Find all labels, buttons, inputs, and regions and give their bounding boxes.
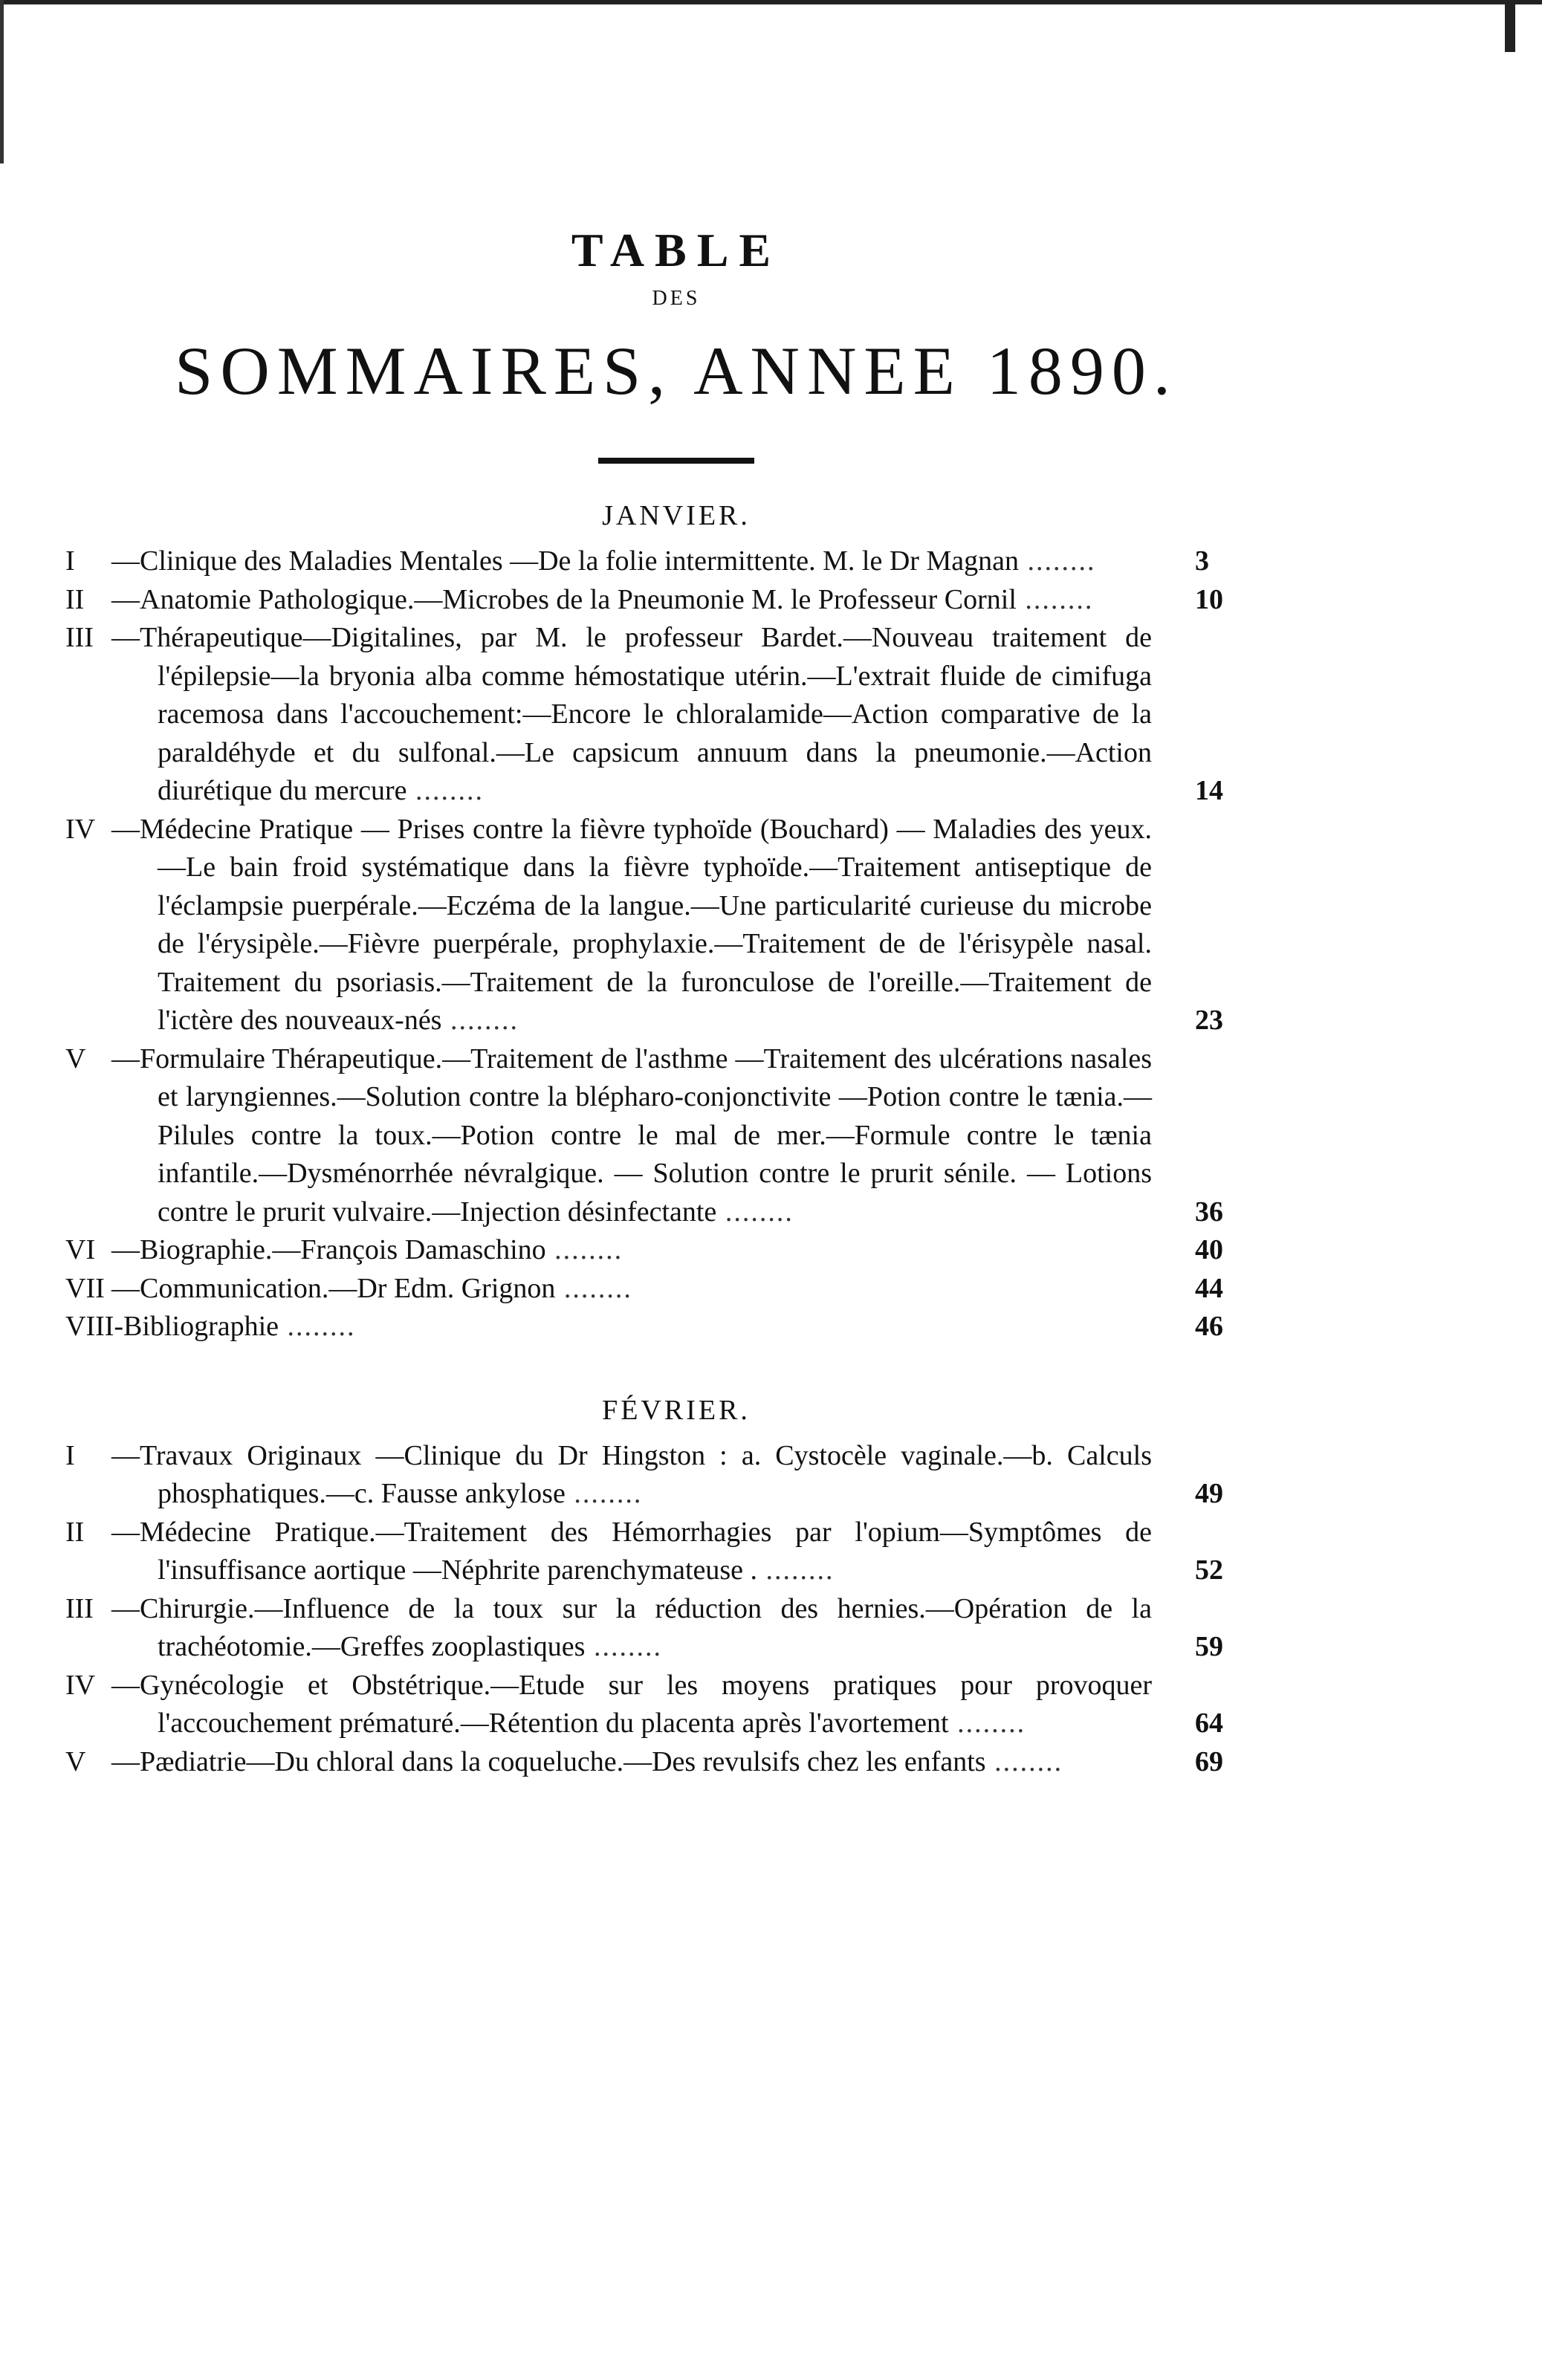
toc-entry: I —Travaux Originaux —Clinique du Dr Hingston : a. Cystocèle vaginale.—b. Calculs phosphatiques.—c. Fausse ankylose ........ 49	[65, 1439, 1223, 1509]
entry-text: —Communication.—Dr Edm. Grignon	[111, 1272, 556, 1304]
toc-entry: IV —Médecine Pratique — Prises contre la fièvre typhoïde (Bouchard) — Maladies des yeux.—Le bain froid systématique dans la fièvre typhoïde.—Traitement antiseptique de l'éclampsie puerpérale.—Eczéma de la langue.—Une particularité curieuse du microbe de l'érysipèle.—Fièvre puerpérale, prophylaxie.—Traitement de de l'érisypèle nasal. Traitement du psoriasis.—Traitement de la furonculose de l'oreille.—Traitement de l'ictère des nouveaux-nés ........ 23	[65, 813, 1223, 1036]
toc-entry: III —Thérapeutique—Digitalines, par M. le professeur Bardet.—Nouveau traitement de l'épilepsie—la bryonia alba comme hémostatique utérin.—L'extrait fluide de cimifuga racemosa dans l'accouchement:—Encore le chloralamide—Action comparative de la paraldéhyde et du sulfonal.—Le capsicum annuum dans la pneumonie.—Action diurétique du mercure ........ 14	[65, 622, 1223, 806]
toc-entry: IV —Gynécologie et Obstétrique.—Etude sur les moyens pratiques pour provoquer l'accouchement prématuré.—Rétention du placenta après l'avortement ........ 64	[65, 1669, 1223, 1739]
toc-entry: VI —Biographie.—François Damaschino ........ 40	[65, 1234, 1223, 1265]
entry-text: —Gynécologie et Obstétrique.—Etude sur les moyens pratiques pour provoquer l'accouchement prématuré.—Rétention du placenta après l'avortement	[111, 1669, 1152, 1739]
entry-text: -Bibliographie	[114, 1311, 279, 1342]
entry-number: VIII	[65, 1311, 114, 1342]
toc-entry: I —Clinique des Maladies Mentales —De la folie intermittente. M. le Dr Magnan ........ 3	[65, 545, 1209, 577]
table-of-contents	[65, 499, 1241, 1781]
entry-text: —Clinique des Maladies Mentales —De la folie intermittente. M. le Dr Magnan	[111, 545, 1019, 577]
page	[65, 223, 1241, 1781]
toc-entry: VII —Communication.—Dr Edm. Grignon ........ 44	[65, 1272, 1223, 1304]
entry-text: —Chirurgie.—Influence de la toux sur la réduction des hernies.—Opération de la trachéotomie.—Greffes zooplastiques	[111, 1592, 1152, 1662]
entry-text: —Travaux Originaux —Clinique du Dr Hingston : a. Cystocèle vaginale.—b. Calculs phosphatiques.—c. Fausse ankylose	[111, 1439, 1152, 1509]
document-title: TABLE	[571, 224, 782, 276]
scan-mark-right	[1505, 0, 1515, 52]
entry-text: —Anatomie Pathologique.—Microbes de la Pneumonie M. le Professeur Cornil	[111, 583, 1017, 615]
dot-leader: ........	[757, 1554, 835, 1586]
dot-leader: ........	[555, 1272, 632, 1304]
dot-leader: ........	[1018, 545, 1096, 577]
entry-text: —Formulaire Thérapeutique.—Traitement de l'asthme —Traitement des ulcérations nasales et laryngiennes.—Solution contre la blépharo-conjonctivite —Potion contre le tænia.—Pilules contre la toux.—Potion contre le mal de mer.—Formule contre le tænia infantile.—Dysménorrhée névralgique. — Solution contre le prurit sénile. — Lotions contre le prurit vulvaire.—Injection désinfectante	[111, 1043, 1152, 1228]
entry-text: —Médecine Pratique.—Traitement des Hémorrhagies par l'opium—Symptômes de l'insuffisance aortique —Néphrite parenchymateuse .	[111, 1516, 1152, 1586]
dot-leader: ........	[1016, 583, 1094, 615]
entry-text: —Biographie.—François Damaschino	[111, 1234, 546, 1265]
toc-entry: III —Chirurgie.—Influence de la toux sur la réduction des hernies.—Opération de la trachéotomie.—Greffes zooplastiques ........ 59	[65, 1592, 1223, 1662]
toc-entry: VIII-Bibliographie ........ 46	[111, 1308, 1241, 1346]
dot-leader: ........	[279, 1311, 356, 1342]
main-title: SOMMAIRES, ANNEE 1890.	[175, 333, 1178, 409]
dot-leader: ........	[948, 1708, 1026, 1739]
scan-edge-left	[0, 0, 4, 163]
document-subtitle-des: DES	[652, 287, 701, 310]
toc-entry: II —Anatomie Pathologique.—Microbes de la Pneumonie M. le Professeur Cornil ........ 10	[65, 583, 1223, 615]
entry-text: —Pædiatrie—Du chloral dans la coqueluche.—Des revulsifs chez les enfants	[111, 1745, 986, 1777]
dot-leader: ........	[545, 1234, 623, 1265]
dot-leader: ........	[441, 1005, 519, 1036]
dot-leader: ........	[985, 1745, 1063, 1777]
entry-text: —Médecine Pratique — Prises contre la fièvre typhoïde (Bouchard) — Maladies des yeux.—Le bain froid systématique dans la fièvre typhoïde.—Traitement antiseptique de l'éclampsie puerpérale.—Eczéma de la langue.—Une particularité curieuse du microbe de l'érysipèle.—Fièvre puerpérale, prophylaxie.—Traitement de de l'érisypèle nasal. Traitement du psoriasis.—Traitement de la furonculose de l'oreille.—Traitement de l'ictère des nouveaux-nés	[111, 813, 1152, 1036]
month-heading: FÉVRIER.	[602, 1394, 751, 1426]
toc-entry: V —Pædiatrie—Du chloral dans la coqueluche.—Des revulsifs chez les enfants ........ 69	[65, 1745, 1223, 1777]
dot-leader: ........	[716, 1196, 794, 1228]
dot-leader: ........	[565, 1478, 643, 1509]
dot-leader: ........	[585, 1631, 662, 1662]
toc-entry: V —Formulaire Thérapeutique.—Traitement de l'asthme —Traitement des ulcérations nasales et laryngiennes.—Solution contre la blépharo-conjonctivite —Potion contre le tænia.—Pilules contre la toux.—Potion contre le mal de mer.—Formule contre le tænia infantile.—Dysménorrhée névralgique. — Solution contre le prurit sénile. — Lotions contre le prurit vulvaire.—Injection désinfectante ........ 36	[65, 1043, 1223, 1228]
scan-edge-top	[0, 0, 1542, 4]
month-heading: JANVIER.	[602, 500, 751, 531]
entry-text: —Thérapeutique—Digitalines, par M. le professeur Bardet.—Nouveau traitement de l'épilepsie—la bryonia alba comme hémostatique utérin.—L'extrait fluide de cimifuga racemosa dans l'accouchement:—Encore le chloralamide—Action comparative de la paraldéhyde et du sulfonal.—Le capsicum annuum dans la pneumonie.—Action diurétique du mercure	[111, 622, 1152, 806]
toc-entry: II —Médecine Pratique.—Traitement des Hémorrhagies par l'opium—Symptômes de l'insuffisance aortique —Néphrite parenchymateuse . ........ 52	[65, 1516, 1223, 1586]
title-rule	[598, 458, 754, 464]
dot-leader: ........	[406, 775, 485, 806]
